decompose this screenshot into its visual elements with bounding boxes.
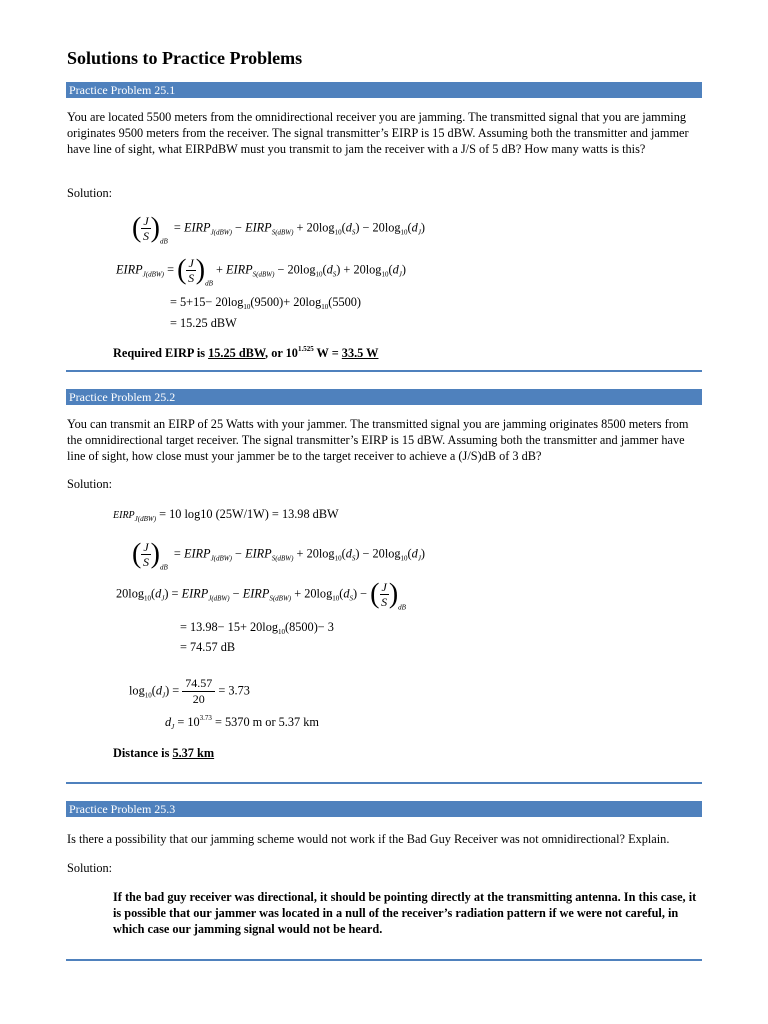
problem-25-3-question: Is there a possibility that our jamming scheme would not work if the Bad Guy Receiver was not omnidirectional? Explain. — [67, 832, 670, 846]
problem-25-3-solution-label: Solution: — [67, 861, 113, 875]
divider — [66, 959, 702, 961]
problem-25-1-header: Practice Problem 25.1 — [66, 82, 702, 98]
problem-25-1-equation-2: $EIRP_{J(dBW)}$ = ( $\frac{J}{S}$ )$_{dB}$ + $EIRP_{S(dBW)} - 20\log_{10}(d_S) + 20\log_{10}(d_J)$ — [116, 254, 406, 288]
problem-25-2-log-equation: $\log_{10}(d_J)$ = $\frac{74.57}{20}$ = 3.73 — [129, 676, 250, 706]
problem-25-2-header: Practice Problem 25.2 — [66, 389, 702, 405]
problem-25-1-question: You are located 5500 meters from the omnidirectional receiver you are jamming. The transmitted signal that you are jamming originates 9500 meters from the receiver. The signal transmitter’s EIRP is 15 dBW. Assuming both the transmitter and jammer have line of sight, what EIRPdBW must you transmit to jam the receiver with a J/S of 5 dB? How many watts is this? — [67, 110, 689, 156]
problem-25-2-answer: Distance is 5.37 km — [113, 746, 215, 760]
problem-25-2-solution-label: Solution: — [67, 477, 113, 491]
problem-25-2-equation-3: = $13.98- 15+ 20\log_{10}(8500)- 3$ — [180, 620, 334, 636]
problem-25-2-eirp-line: $EIRP_{J(dBW)} = 10$ log10 (25W/1W) = 13.98 dBW — [113, 507, 339, 523]
problem-25-1-equation-3: = $5+15- 20\log_{10}(9500)+ 20\log_{10}(5500)$ — [170, 295, 362, 311]
problem-25-1-equation-4: = 15.25 dBW — [170, 316, 237, 330]
problem-25-3-header: Practice Problem 25.3 — [66, 801, 702, 817]
problem-25-2-distance-equation: $d_J = 10^{3.73} = 5370$ m or 5.37 km — [165, 714, 319, 731]
page-title: Solutions to Practice Problems — [67, 48, 303, 68]
problem-25-2-question: You can transmit an EIRP of 25 Watts with your jammer. The transmitted signal you are jamming originates 8500 meters from the omnidirectional target receiver. The signal transmitter’s EIRP is 15 dBW. Assuming both the transmitter and jammer have line of sight, how close must your jammer be to the target receiver to achieve a (J/S)dB of 3 dB? — [67, 417, 689, 463]
problem-25-3-answer: If the bad guy receiver was directional, it should be pointing directly at the transmitting antenna. In this case, it is possible that our jammer was located in a null of the receiver’s radiation pattern if we were not careful, in which case our jamming signal would not be heard. — [113, 890, 697, 936]
problem-25-2-equation-1: ( $\frac{J}{S}$ )$_{dB}$ = $EIRP_{J(dBW)}$ − $EIRP_{S(dBW)} + 20\log_{10}(d_S) - 20\log_{10}(d_J)$ — [132, 538, 426, 572]
problem-25-2-equation-4: = 74.57 dB — [180, 640, 236, 654]
problem-25-1-equation-1: ( $\frac{J}{S}$ )$_{dB}$ = $EIRP_{J(dBW)}$ − $EIRP_{S(dBW)} + 20\log_{10}(d_S) - 20\log_{10}(d_J)$ — [132, 212, 426, 246]
problem-25-1-answer: Required EIRP is 15.25 dBW, or $10^{1.525}$ W = 33.5 W — [113, 345, 379, 360]
problem-25-1-solution-label: Solution: — [67, 186, 113, 200]
problem-25-2-equation-2: $20\log_{10}(d_J)$ = $EIRP_{J(dBW)}$ − $EIRP_{S(dBW)} + 20\log_{10}(d_S)$ − ( $\frac{J}{S}$ )$_{dB}$ — [116, 578, 406, 612]
divider — [66, 370, 702, 372]
divider — [66, 782, 702, 784]
